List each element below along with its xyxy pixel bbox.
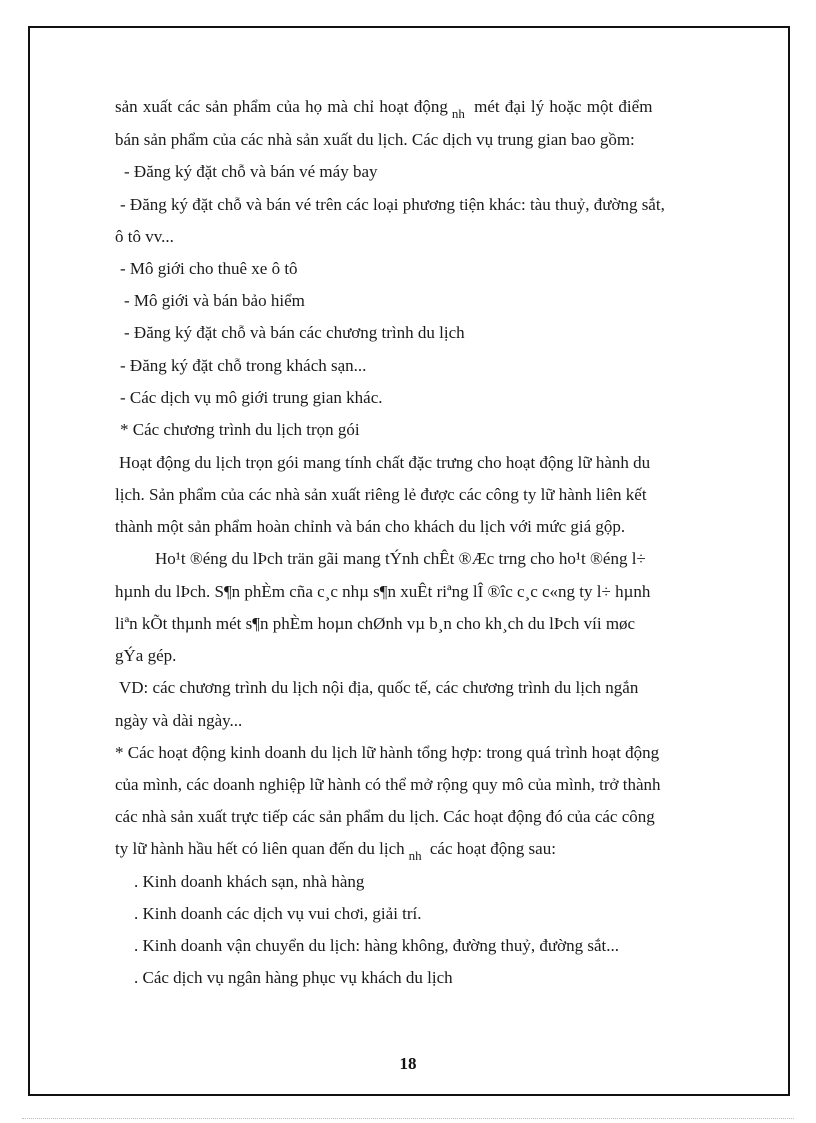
text-line: bán sản phẩm của các nhà sản xuất du lịch. Các dịch vụ trung gian bao gồm: [115, 130, 635, 149]
text-line: ô tô vv... [115, 227, 174, 246]
text-line: - Các dịch vụ mô giới trung gian khác. [120, 388, 383, 407]
text-line [115, 838, 556, 861]
text-line: liªn kÕt thµnh mét s¶n phÈm hoµn chØnh vµ b¸n cho kh¸ch du lÞch víi møc [115, 614, 636, 633]
text-line: của mình, các doanh nghiệp lữ hành có thể mở rộng quy mô của mình, trở thành [115, 775, 661, 794]
text-segment: các hoạt động sau: [425, 839, 556, 858]
subscript-fragment: nh [451, 106, 465, 121]
text-line: lịch. Sản phẩm của các nhà sản xuất riêng lẻ được các công ty lữ hành liên kết [115, 485, 647, 504]
text-line: các nhà sản xuất trực tiếp các sản phẩm du lịch. Các hoạt động đó của các công [115, 807, 655, 826]
text-line: . Các dịch vụ ngân hàng phục vụ khách du lịch [134, 968, 453, 987]
text-line: * Các chương trình du lịch trọn gói [120, 420, 360, 439]
text-segment: mét đại lý hoặc một điểm [468, 97, 653, 116]
text-line: - Đăng ký đặt chỗ và bán vé trên các loại phương tiện khác: tàu thuỷ, đường sắt, [120, 195, 665, 214]
text-line: thành một sản phẩm hoàn chỉnh và bán cho khách du lịch với mức giá gộp. [115, 517, 626, 536]
text-line: . Kinh doanh khách sạn, nhà hàng [134, 872, 365, 891]
text-line: gÝa gép. [115, 646, 177, 665]
text-line: VD: các chương trình du lịch nội địa, quốc tế, các chương trình du lịch ngắn [119, 678, 639, 697]
text-line: - Mô giới và bán bảo hiểm [124, 291, 305, 310]
text-line: - Đăng ký đặt chỗ và bán các chương trình du lịch [124, 323, 465, 342]
subscript-fragment: nh [408, 848, 422, 863]
text-line: - Đăng ký đặt chỗ trong khách sạn... [120, 356, 367, 375]
page-number: 18 [399, 1054, 417, 1073]
text-line: . Kinh doanh vận chuyển du lịch: hàng không, đường thuỷ, đường sắt... [134, 936, 619, 955]
text-line: Hoạt động du lịch trọn gói mang tính chất đặc trưng cho hoạt động lữ hành du [119, 453, 651, 472]
text-line [115, 96, 652, 119]
text-line: * Các hoạt động kinh doanh du lịch lữ hành tổng hợp: trong quá trình hoạt động [115, 743, 660, 762]
text-line: ngày và dài ngày... [115, 711, 243, 730]
page-edge-divider [22, 1118, 794, 1119]
text-line: hµnh du lÞch. S¶n phÈm cña c¸c nhµ s¶n xuÊt riªng lÎ ®îc c¸c c«ng ty l÷ hµnh [115, 582, 651, 601]
text-line: - Đăng ký đặt chỗ và bán vé máy bay [124, 162, 378, 181]
text-line: Ho¹t ®éng du lÞch trän gãi mang tÝnh chÊt ®Æc trng cho ho¹t ®éng l÷ [155, 549, 646, 568]
text-line: . Kinh doanh các dịch vụ vui chơi, giải trí. [134, 904, 422, 923]
text-segment: ty lữ hành hầu hết có liên quan đến du lịch [115, 839, 405, 858]
text-line: - Mô giới cho thuê xe ô tô [120, 259, 298, 278]
text-segment: sản xuất các sản phẩm của họ mà chỉ hoạt động [115, 97, 448, 116]
